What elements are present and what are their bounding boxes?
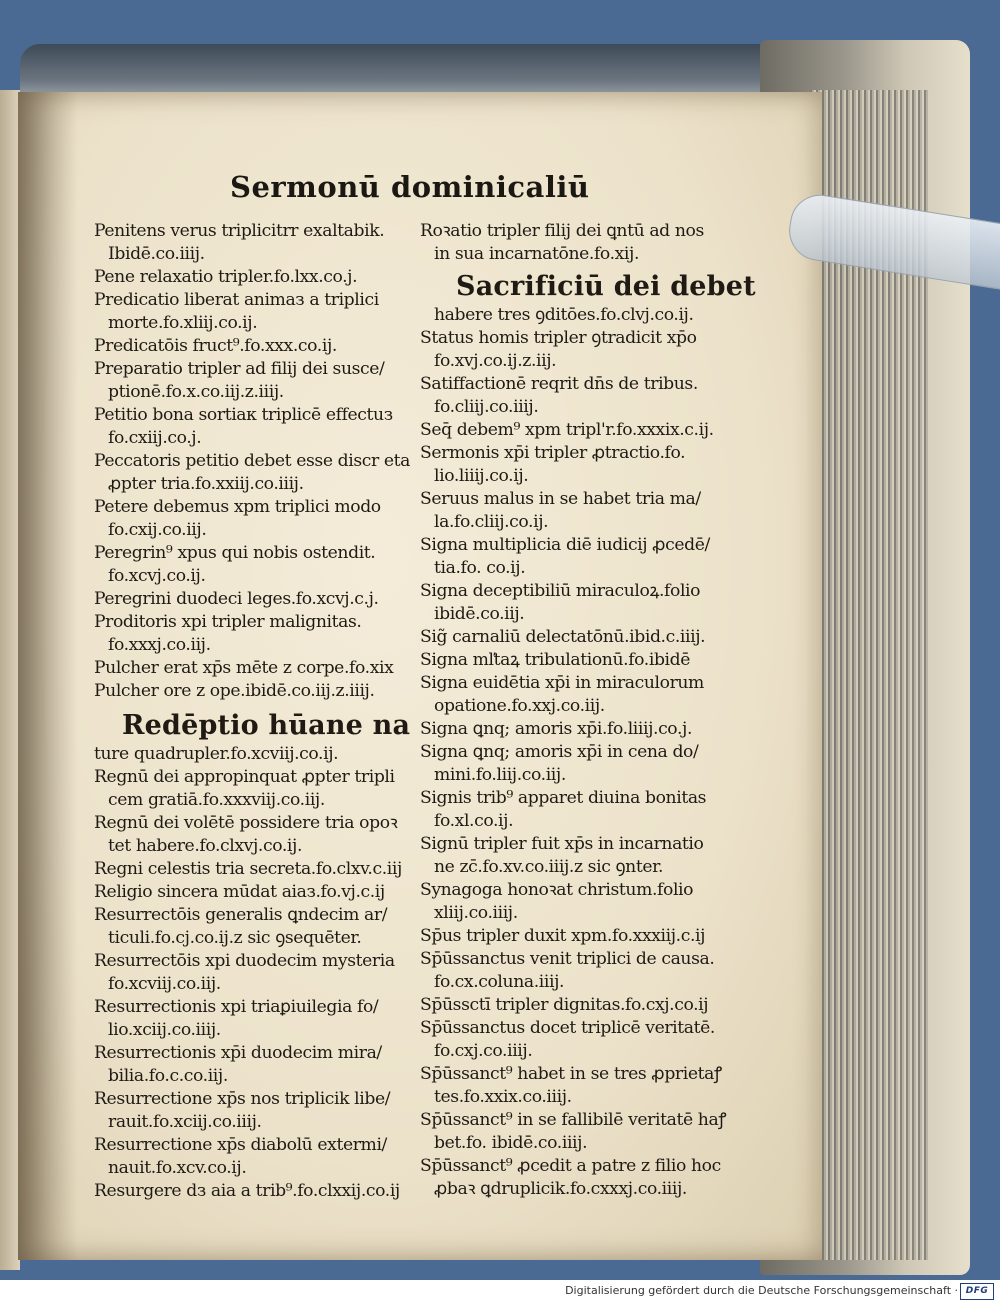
index-entry-continuation: opatione.fo.xxj.co.iij. — [434, 696, 605, 716]
facing-page-edge — [0, 90, 20, 1270]
index-entry-continuation: ne zc̄.fo.xv.co.iiij.z sic ꝯnter. — [434, 857, 664, 877]
index-entry-continuation: fo.xcviij.co.iij. — [108, 974, 221, 994]
index-entry: Signa ꝗnq; amoris xp̄i in cena do/ — [420, 742, 699, 762]
running-head: Sermonū dominicaliū — [230, 170, 590, 204]
index-entry-continuation: la.fo.cliij.co.ij. — [434, 512, 549, 532]
index-entry-continuation: ibidē.co.iij. — [434, 604, 525, 624]
index-entry-continuation: fo.xvj.co.ij.z.iij. — [434, 351, 557, 371]
index-entry: Signū tripler fuit xp̄s in incarnatio — [420, 834, 704, 854]
index-entry: Peccatoris petitio debet esse discr eta — [94, 451, 411, 471]
index-entry: Predicatio liberat animaз a triplici — [94, 290, 379, 310]
index-entry: Regnū dei volētē possidere tria opoꝛ — [94, 813, 398, 833]
index-entry: Status homis tripler ꝯtradicit xp̄o — [420, 328, 697, 348]
index-entry-continuation: Ibidē.co.iiij. — [108, 244, 205, 264]
index-entry: Proditoris xpi tripler malignitas. — [94, 612, 362, 632]
index-entry-continuation: cem gratiā.fo.xxxviij.co.iij. — [108, 790, 325, 810]
index-entry: Sp̄ūssanct⁹ in se fallibilē veritatē haꝭ — [420, 1110, 727, 1130]
index-entry: Religio sincera mūdat aiaз.fo.vj.c.ij — [94, 882, 385, 902]
section-heading: Sacrificiū dei debet — [456, 271, 756, 302]
section-heading: Redēptio hūane na — [122, 710, 411, 741]
index-entry: Sp̄ūssanct⁹ habet in se tres ꝓprietaꝭ — [420, 1064, 722, 1084]
index-entry: Sp̄ūssanctus venit triplici de causa. — [420, 949, 715, 969]
index-entry-continuation: nauit.fo.xcv.co.ij. — [108, 1158, 247, 1178]
footer-credit: Digitalisierung gefördert durch die Deutsche Forschungsgemeinschaft · — [565, 1284, 958, 1297]
index-entry: Penitens verus triplicitrr exaltabik. — [94, 221, 385, 241]
index-entry: Signa multiplicia diē iudicij ꝓcedē/ — [420, 535, 710, 555]
index-entry-continuation: tia.fo. co.ij. — [434, 558, 526, 578]
index-entry: Resurrectione xp̄s nos triplicik libe/ — [94, 1089, 391, 1109]
index-entry: Seq̄ debem⁹ xpm tripl'r.fo.xxxix.c.ij. — [420, 420, 714, 440]
index-entry: Resurrectionis xp̄i duodecim mira/ — [94, 1043, 382, 1063]
index-entry-continuation: tet habere.fo.clxvj.co.ij. — [108, 836, 303, 856]
index-entry: Sig̃ carnaliū delectatōnū.ibid.c.iiij. — [420, 627, 706, 647]
index-entry: Roꝛatio tripler filij dei ꝗntū ad nos — [420, 221, 704, 241]
index-entry-continuation: xliij.co.iiij. — [434, 903, 518, 923]
index-entry: Pene relaxatio tripler.fo.lxx.co.j. — [94, 267, 358, 287]
index-entry-continuation: ꝓbaꝛ ꝗdruplicik.fo.cxxxj.co.iiij. — [434, 1179, 687, 1199]
index-entry-continuation: mini.fo.liij.co.iij. — [434, 765, 566, 785]
index-entry: Petere debemus xpm triplici modo — [94, 497, 381, 517]
index-entry: Sp̄ūssctī tripler dignitas.fo.cxj.co.ij — [420, 995, 709, 1015]
index-entry: Petitio bona sortiaк triplicē effectuз — [94, 405, 393, 425]
index-entry-continuation: morte.fo.xliij.co.ij. — [108, 313, 258, 333]
index-entry: Predicatōis fruct⁹.fo.xxx.co.ij. — [94, 336, 337, 356]
index-entry: Signa mľtaꝝ tribulationū.fo.ibidē — [420, 650, 691, 670]
index-entry-continuation: rauit.fo.xciij.co.iiij. — [108, 1112, 262, 1132]
index-entry: Peregrini duodeci leges.fo.xcvj.c.j. — [94, 589, 379, 609]
index-entry-continuation: ꝓpter tria.fo.xxiij.co.iiij. — [108, 474, 304, 494]
index-entry-continuation: fo.xl.co.ij. — [434, 811, 514, 831]
index-entry: Signa deceptibiliū miraculoꝝ.folio — [420, 581, 701, 601]
index-entry: Regni celestis tria secreta.fo.clxv.c.iij — [94, 859, 402, 879]
index-entry-continuation: bet.fo. ibidē.co.iiij. — [434, 1133, 588, 1153]
index-entry-continuation: fo.cliij.co.iiij. — [434, 397, 539, 417]
index-entry-continuation: fo.cxj.co.iiij. — [434, 1041, 533, 1061]
index-entry: ture quadrupler.fo.xcviij.co.ij. — [94, 744, 339, 764]
index-entry-continuation: ticuli.fo.cj.co.ij.z sic ꝯsequēter. — [108, 928, 362, 948]
index-entry: Resurrectōis xpi duodecim mysteria — [94, 951, 395, 971]
index-entry-continuation: habere tres ꝯditōes.fo.clvj.co.ij. — [434, 305, 694, 325]
index-entry: Sp̄ūssanct⁹ ꝓcedit a patre z filio hoc — [420, 1156, 721, 1176]
index-entry: Signa euidētia xp̄i in miraculorum — [420, 673, 704, 693]
index-entry: Sp̄us tripler duxit xpm.fo.xxxiij.c.ij — [420, 926, 706, 946]
index-entry: Sp̄ūssanctus docet triplicē veritatē. — [420, 1018, 715, 1038]
index-entry: Preparatio tripler ad filij dei susce/ — [94, 359, 385, 379]
index-entry-continuation: fo.xcvj.co.ij. — [108, 566, 206, 586]
spine-shadow — [18, 92, 78, 1260]
index-entry-continuation: tes.fo.xxix.co.iiij. — [434, 1087, 572, 1107]
index-entry-continuation: lio.liiij.co.ij. — [434, 466, 529, 486]
index-entry: Sermonis xp̄i tripler ꝓtractio.fo. — [420, 443, 686, 463]
index-entry: Resurrectionis xpi triaꝑiuilegia fo/ — [94, 997, 379, 1017]
index-entry: Pulcher ore z ope.ibidē.co.iij.z.iiij. — [94, 681, 375, 701]
index-entry-continuation: fo.cx.coluna.iiij. — [434, 972, 565, 992]
index-entry: Synagoga honoꝛat christum.folio — [420, 880, 694, 900]
index-entry: Pulcher erat xp̄s mēte z corpe.fo.xix — [94, 658, 394, 678]
index-entry: Resurrectōis generalis ꝗndecim ar/ — [94, 905, 388, 925]
index-entry: Seruus malus in se habet tria ma/ — [420, 489, 701, 509]
dfg-logo: DFG — [960, 1283, 994, 1300]
index-column-left — [94, 220, 412, 1203]
index-entry: Signis trib⁹ apparet diuina bonitas — [420, 788, 707, 808]
index-entry-continuation: fo.xxxj.co.iij. — [108, 635, 211, 655]
index-entry-continuation: fo.cxiij.co.j. — [108, 428, 202, 448]
index-entry: Satiffactionē reqrit dn̄s de tribus. — [420, 374, 698, 394]
index-entry: Resurrectione xp̄s diabolū extermi/ — [94, 1135, 387, 1155]
index-entry-continuation: fo.cxij.co.iij. — [108, 520, 207, 540]
index-entry-continuation: in sua incarnatōne.fo.xij. — [434, 244, 640, 264]
index-entry: Signa ꝗnq; amoris xp̄i.fo.liiij.co.j. — [420, 719, 693, 739]
index-entry-continuation: bilia.fo.c.co.iij. — [108, 1066, 228, 1086]
index-entry-continuation: lio.xciij.co.iiij. — [108, 1020, 221, 1040]
index-column-right — [420, 220, 756, 1201]
index-entry: Resurgere dз aia a trib⁹.fo.clxxij.co.ij — [94, 1181, 400, 1201]
index-entry-continuation: ptionē.fo.x.co.iij.z.iiij. — [108, 382, 284, 402]
index-entry: Peregrin⁹ xpus qui nobis ostendit. — [94, 543, 376, 563]
index-entry: Regnū dei appropinquat ꝓpter tripli — [94, 767, 395, 787]
